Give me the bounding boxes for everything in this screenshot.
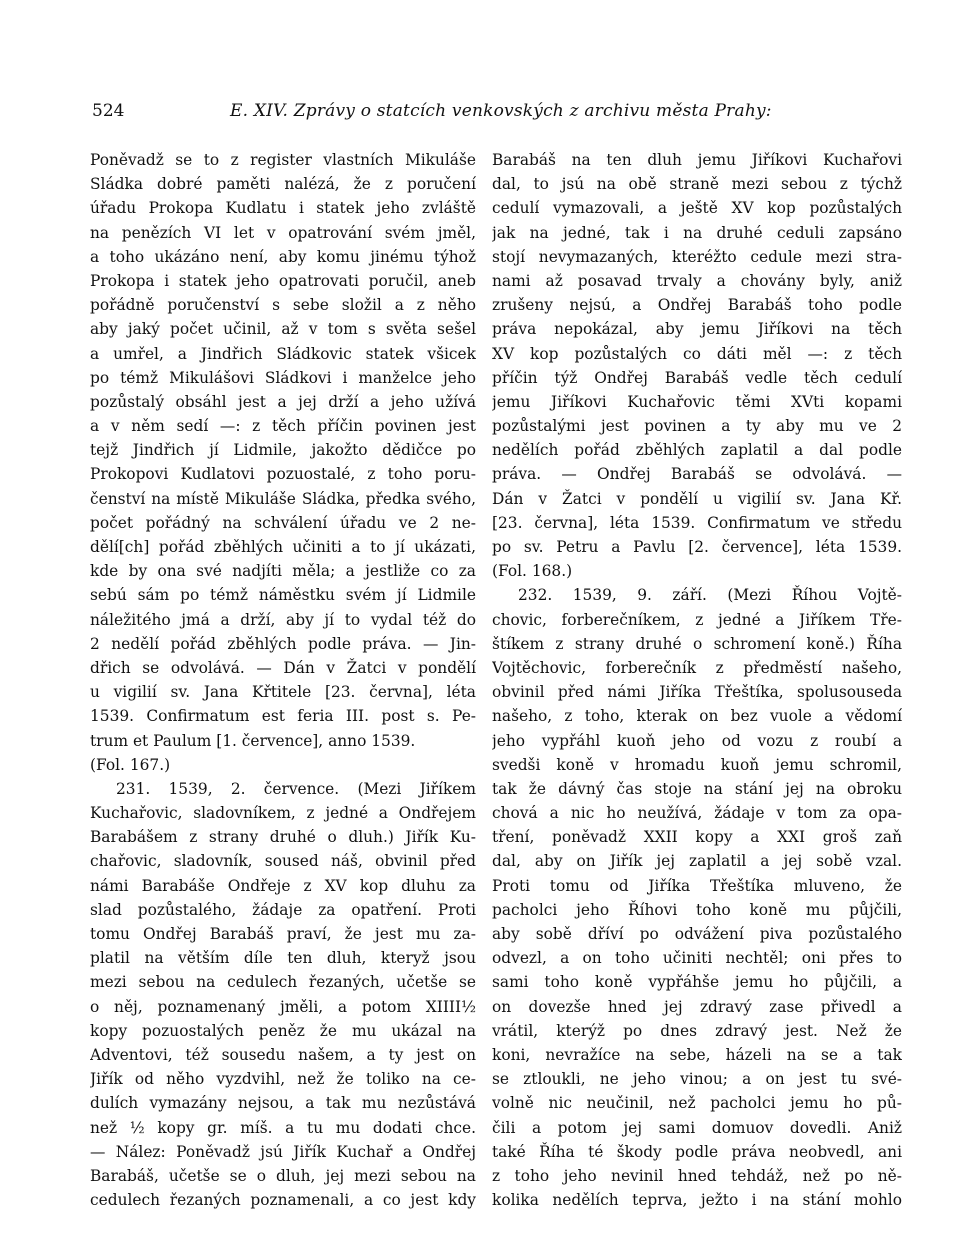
text-line: pořádně poručenství s sebe složil a z něho [90, 296, 476, 315]
text-line: 2 nedělí pořád zběhlých podle práva. — Jin- [90, 634, 476, 653]
text-line: tak že dávný čas stoje na stání jej na obroku [492, 779, 902, 798]
text-line: Prokopovi Kudlatovi pozuostalé, z toho poru- [90, 465, 476, 484]
text-line: tření, poněvadž XXII kopy a XXI groš zaň [492, 828, 902, 847]
text-line: svedši koně v hromadu kuoň jemu schromil, [492, 755, 902, 774]
text-line: úřadu Prokopa Kudlatu i statek jeho zvláště [90, 199, 476, 218]
text-line: štíkem z strany druhé o schromení koně.) Říha [492, 634, 902, 653]
text-line: než ½ kopy gr. míš. a tu mu dodati chce. [90, 1118, 476, 1137]
text-line: platil na větším díle ten dluh, kteryž jsou [90, 949, 476, 968]
text-line: Proti tomu od Jiříka Třeštíka mluveno, že [492, 876, 902, 895]
text-line: počet pořádný na schválení úřadu ve 2 ne- [90, 513, 476, 532]
text-line: námi Barabáše Ondřeje z XV kop dluhu za [90, 876, 476, 895]
text-line: chová a nic ho neužívá, žádaje v tom za opa- [492, 804, 902, 823]
text-line: Kuchařovic, sladovníkem, z jedné a Ondřejem [90, 804, 476, 823]
text-line: z toho jeho nevinil hned tehdáž, než po ně- [492, 1166, 902, 1185]
text-line: [23. června], léta 1539. Confirmatum ve středu [492, 513, 902, 532]
text-line: dal, aby on Jiřík jej zaplatil a jej sobě vzal. [492, 852, 902, 871]
right-column [492, 148, 902, 1212]
text-line: sebú sám po témž náměstku svém jí Lidmile [90, 586, 476, 605]
text-line: příčin týž Ondřej Barabáš vedle těch cedulí [492, 368, 902, 387]
text-line: u vigilií sv. Jana Křtitele [23. června], léta [90, 683, 476, 702]
text-line: (Fol. 168.) [492, 562, 573, 581]
text-line: cedulí vymazovali, a ještě XV kop pozůstalých [492, 199, 902, 218]
text-line: chovic, forberečníkem, z jedné a Jiříkem Tře- [492, 610, 902, 629]
text-line: Jiřík od něho vyzdvihl, než že toliko na ce- [90, 1070, 476, 1089]
text-line: — Nález: Poněvadž jsú Jiřík Kuchař a Ondřej [90, 1142, 476, 1161]
text-line: nedělích pořád zběhlých zaplatil a dal podle [492, 441, 902, 460]
text-line: odvezl, a on toho učiniti nechtěl; oni přes to [492, 949, 902, 968]
text-line: dal, to jsú na obě straně mezi sebou z týchž [492, 175, 902, 194]
text-line: tomu Ondřej Barabáš praví, že jest mu za- [90, 925, 476, 943]
text-line: Barabášem z strany druhé o dluh.) Jiřík Ku- [90, 828, 476, 847]
text-line: trum et Paulum [1. července], anno 1539. [90, 731, 416, 750]
text-line: čili a potom jej sami domuov dovedli. Aniž [492, 1118, 902, 1137]
text-line: sami toho koně vypřáhše jemu ho půjčili, a [492, 973, 902, 992]
text-line: (Fol. 167.) [90, 755, 171, 774]
text-line: chařovic, sladovník, soused náš, obvinil před [90, 852, 476, 871]
left-column [90, 148, 476, 1212]
text-line: nami až posavad trvaly a chovány byly, aniž [492, 271, 902, 290]
text-line: také Říha té škody podle práva neobvedl, ani [492, 1142, 902, 1161]
text-line: XV kop pozůstalých co dáti měl —: z těch [492, 344, 902, 363]
text-line: a umřel, a Jindřich Sládkovic statek všicek [90, 344, 476, 363]
text-line: o něj, poznamenaný jměli, a potom XIIII½ [90, 997, 476, 1016]
text-line: Sládka dobré paměti nalézá, že z poručení [90, 175, 476, 194]
text-line: Vojtěchovic, forberečník z předměstí našeho, [492, 658, 902, 677]
text-line: Dán v Žatci v pondělí u vigilií sv. Jana Kř. [492, 489, 902, 508]
text-line: jemu Jiříkovi Kuchařovic těmi XVti kopami [492, 392, 902, 411]
text-line: po sv. Petru a Pavlu [2. července], léta 1539. [492, 538, 902, 556]
text-line: Poněvadž se to z register vlastních Mikuláše [90, 151, 476, 169]
text-line: vrátil, kterýž po dnes zdravý jest. Než že [492, 1021, 902, 1040]
text-line: slad pozůstalého, žádaje za opatření. Proti [90, 900, 476, 919]
text-line: a v něm sedí —: z těch příčin povinen jest [90, 417, 476, 436]
text-line: Adventovi, též sousedu našem, a ty jest on [90, 1045, 476, 1064]
text-line: mezi sebou na cedulech řezaných, učetše se [90, 973, 476, 992]
text-line: dřich se odvolává. — Dán v Žatci v pondělí [90, 658, 476, 677]
text-line: aby sobě dříví po odvážení piva pozůstalého [492, 925, 902, 943]
text-line: jeho vypřáhl kuoň jeho od vozu z roubí a [492, 731, 902, 750]
text-line: 231. 1539, 2. července. (Mezi Jiříkem [116, 779, 476, 798]
text-line: on dovezše hned jej zdravý zase přivedl a [492, 997, 902, 1016]
text-line: pozůstalými jest povinen a ty aby mu ve 2 [492, 417, 902, 436]
text-line: obvinil před námi Jiříka Třeštíka, spolusouseda [492, 683, 902, 702]
text-line: se ztloukli, ne jeho vinou; a on jest tu své- [492, 1070, 902, 1089]
text-line: kde by ona své nadjíti měla; a jestliže co za [90, 562, 476, 581]
text-line: volně nic neučinil, než pacholci jemu ho pů- [492, 1094, 902, 1113]
text-line: 232. 1539, 9. září. (Mezi Říhou Vojtě- [518, 586, 902, 605]
text-line: dulích vymazány nejsou, a tak mu nezůstává [90, 1094, 476, 1113]
text-line: čenství na místě Mikuláše Sládka, předka svého, [90, 489, 476, 508]
text-line: práva. — Ondřej Barabáš se odvolává. — [492, 465, 902, 484]
text-line: pacholci jeho Říhovi toho koně mu půjčili, [492, 900, 902, 919]
text-line: Prokopa i statek jeho opatrovati poručil, aneb [90, 271, 476, 290]
text-line: a toho ukázáno není, aby komu jinému týhož [90, 247, 476, 266]
text-line: stojí nevymazaných, kteréžto cedule mezi stra- [492, 247, 902, 266]
text-line: pozůstalý obsáhl jest a jej drží a jeho užívá [90, 392, 476, 411]
text-line: po témž Mikulášovi Sládkovi i manželce jeho [90, 368, 476, 387]
running-title: E. XIV. Zprávy o statcích venkovských z archivu města Prahy: [230, 101, 772, 121]
text-line: cedulech řezaných poznamenali, a co jest kdy [90, 1191, 476, 1210]
text-line: kopy pozuostalých peněz že mu ukázal na [90, 1021, 476, 1040]
text-line: dělí[ch] pořád zběhlých učiniti a to jí ukázati, [90, 538, 476, 556]
text-line: na penězích VI let v opatrování svém jměl, [90, 223, 476, 242]
text-line: Barabáš na ten dluh jemu Jiříkovi Kuchařovi [492, 151, 902, 169]
text-line: kolika nedělích teprva, ježto i na stání mohlo [492, 1191, 902, 1210]
text-line: našeho, z toho, kterak on bez vuole a vědomí [492, 707, 902, 726]
page-number: 524 [92, 101, 125, 121]
text-line: náležitého jmá a drží, aby jí to vydal též do [90, 610, 476, 629]
text-line: práva nepokázal, aby jemu Jiříkovi na těch [492, 320, 902, 339]
text-line: jak na jedné, tak i na druhé ceduli zapsáno [492, 223, 902, 242]
text-line: tejž Jindřich jí Lidmile, jakožto dědičce po [90, 441, 476, 460]
text-line: zrušeny nejsú, a Ondřej Barabáš toho podle [492, 296, 902, 315]
text-line: koni, nevražíce na sebe, házeli na se a tak [492, 1045, 902, 1064]
text-line: 1539. Confirmatum est feria III. post s. Pe- [90, 707, 476, 726]
text-line: Barabáš, učetše se o dluh, jej mezi sebou na [90, 1166, 476, 1185]
text-line: aby jaký počet učinil, až v tom s světa sešel [90, 320, 476, 339]
